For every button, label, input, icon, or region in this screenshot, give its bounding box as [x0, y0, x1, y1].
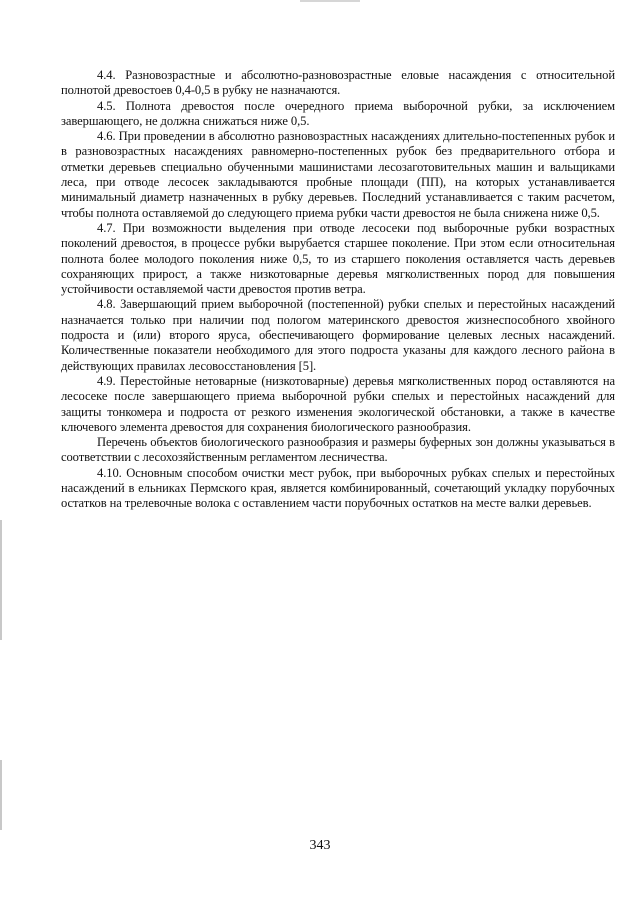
scan-edge-mark — [0, 520, 2, 640]
paragraph-biodiversity-list: Перечень объектов биологического разнообразия и размеры буферных зон должны указываться в соответствии с лесохозяйственным регламентом лесничества. — [61, 435, 615, 465]
page-number: 343 — [309, 838, 331, 853]
paragraph-4-10: 4.10. Основным способом очистки мест рубок, при выборочных рубках спелых и перестойных насаждений в ельниках Пермского края, является комбинированный, сочетающий укладку порубочных остатков на трелевочные волока с оставлением части порубочных остатков на месте валки деревьев. — [61, 465, 615, 511]
scan-artifact — [300, 0, 360, 2]
scan-edge-mark — [0, 760, 2, 830]
document-body — [61, 68, 615, 512]
paragraph-4-6: 4.6. При проведении в абсолютно разновозрастных насаждениях длительно-постепенных рубок и в разновозрастных насаждениях равномерно-постепенных рубок без предварительного отбора и отметки деревьев специально обученными машинистами лесозаготовительных машин и вальщиками леса, при отводе лесосек закладываются пробные площади (ПП), на которых устанавливается минимальный диаметр назначенных в рубку деревьев. Последний устанавливается с таким расчетом, чтобы полнота оставляемой до следующего приема рубки части древостоя не была снижена ниже 0,5. — [61, 129, 615, 220]
paragraph-4-4: 4.4. Разновозрастные и абсолютно-разновозрастные еловые насаждения с относительной полнотой древостоев 0,4-0,5 в рубку не назначаются. — [61, 68, 615, 98]
paragraph-4-8: 4.8. Завершающий прием выборочной (постепенной) рубки спелых и перестойных насаждений назначается только при наличии под пологом материнского древостоя жизнеспособного хвойного подроста и (или) второго яруса, обеспечивающего формирование целевых лесных насаждений. Количественные показатели необходимого для этого подроста указаны для каждого лесного района в действующих правилах лесовосстановления [5]. — [61, 297, 615, 373]
paragraph-4-9: 4.9. Перестойные нетоварные (низкотоварные) деревья мягколиственных пород оставляются на лесосеке после завершающего приема выборочной рубки спелых и перестойных насаждений для защиты тонкомера и подроста от резкого изменения экологической обстановки, а также в качестве ключевого элемента древостоя для сохранения биологического разнообразия. — [61, 373, 615, 434]
paragraph-4-5: 4.5. Полнота древостоя после очередного приема выборочной рубки, за исключением завершающего, не должна снижаться ниже 0,5. — [61, 98, 615, 128]
paragraph-4-7: 4.7. При возможности выделения при отводе лесосеки под выборочные рубки возрастных поколений древостоя, в процессе рубки вырубается старшее поколение. При этом если относительная полнота более молодого поколения ниже 0,5, то из старшего поколения оставляется часть деревьев сохраняющих прирост, а также низкотоварные деревья мягколиственных пород для повышения устойчивости оставляемой части древостоя против ветра. — [61, 220, 615, 297]
